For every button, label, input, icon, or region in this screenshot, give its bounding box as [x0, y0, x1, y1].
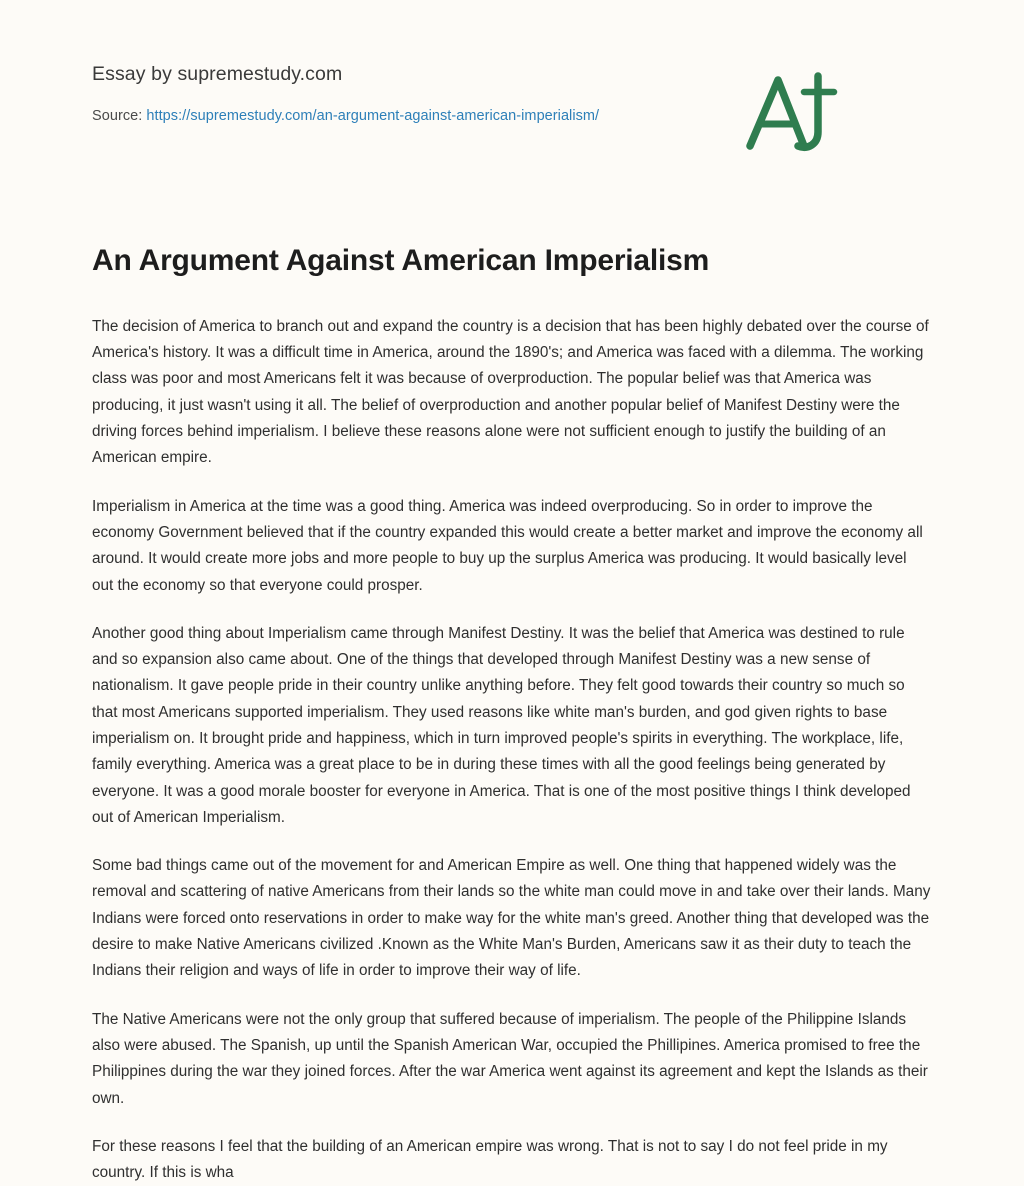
source-label: Source:: [92, 108, 147, 125]
article-paragraph: Imperialism in America at the time was a good thing. America was indeed overproducing. So in order to improve the economy Government believed that if the country expanded this would create a better market and improve the economy all around. It would create more jobs and more people to buy up the surplus America was producing. It would basically level out the economy so that everyone could prosper.: [92, 497, 923, 594]
source-url-link[interactable]: https://supremestudy.com/an-argument-against-american-imperialism/: [146, 108, 600, 125]
document-header: [92, 0, 932, 124]
byline-domain: supremestudy.com: [177, 63, 343, 85]
article-body: [92, 314, 932, 1186]
article-paragraph: Some bad things came out of the movement for and American Empire as well. One thing that happened widely was the removal and scattering of native Americans from their lands so the white man could move in and take over their lands. Many Indians were forced onto reservations in order to make way for the white man's greed. Another thing that developed was the desire to make Native Americans civilized .Known as the White Man's Burden, Americans saw it as their duty to teach the Indians their religion and ways of life in order to improve their way of life.: [92, 857, 931, 980]
article-paragraph: For these reasons I feel that the building of an American empire was wrong. That is not to say I do not feel pride in my country. If this is wha: [92, 1137, 888, 1182]
article-paragraph: The decision of America to branch out and expand the country is a decision that has been highly debated over the course of America's history. It was a difficult time in America, around the 1890's; and America was faced with a dilemma. The working class was poor and most Americans felt it was because of overproduction. The popular belief was that America was producing, it just wasn't using it all. The belief of overproduction and another popular belief of Manifest Destiny were the driving forces behind imperialism. I believe these reasons alone were not sufficient enough to justify the building of an American empire.: [92, 317, 929, 467]
page-title: An Argument Against American Imperialism: [92, 244, 710, 278]
article-paragraph: Another good thing about Imperialism came through Manifest Destiny. It was the belief that America was destined to rule and so expansion also came about. One of the things that developed through Manifest Destiny was a new sense of nationalism. It gave people pride in their country unlike anything before. They felt good towards their country so much so that most Americans supported imperialism. They used reasons like white man's burden, and god given rights to base imperialism on. It brought pride and happiness, which in turn improved people's spirits in everything. The workplace, life, family everything. America was a great place to be in during these times with all the good feelings being generated by everyone. It was a good morale booster for everyone in America. That is one of the most positive things I think developed out of American Imperialism.: [92, 624, 911, 826]
supremestudy-logo-icon: [734, 66, 844, 162]
byline-prefix: Essay by: [92, 63, 178, 85]
article-paragraph: The Native Americans were not the only group that suffered because of imperialism. The people of the Philippine Islands also were abused. The Spanish, up until the Spanish American War, occupied the Phillipines. America promised to free the Philippines during the war they joined forces. After the war America went against its agreement and kept the Islands as their own.: [92, 1010, 928, 1107]
